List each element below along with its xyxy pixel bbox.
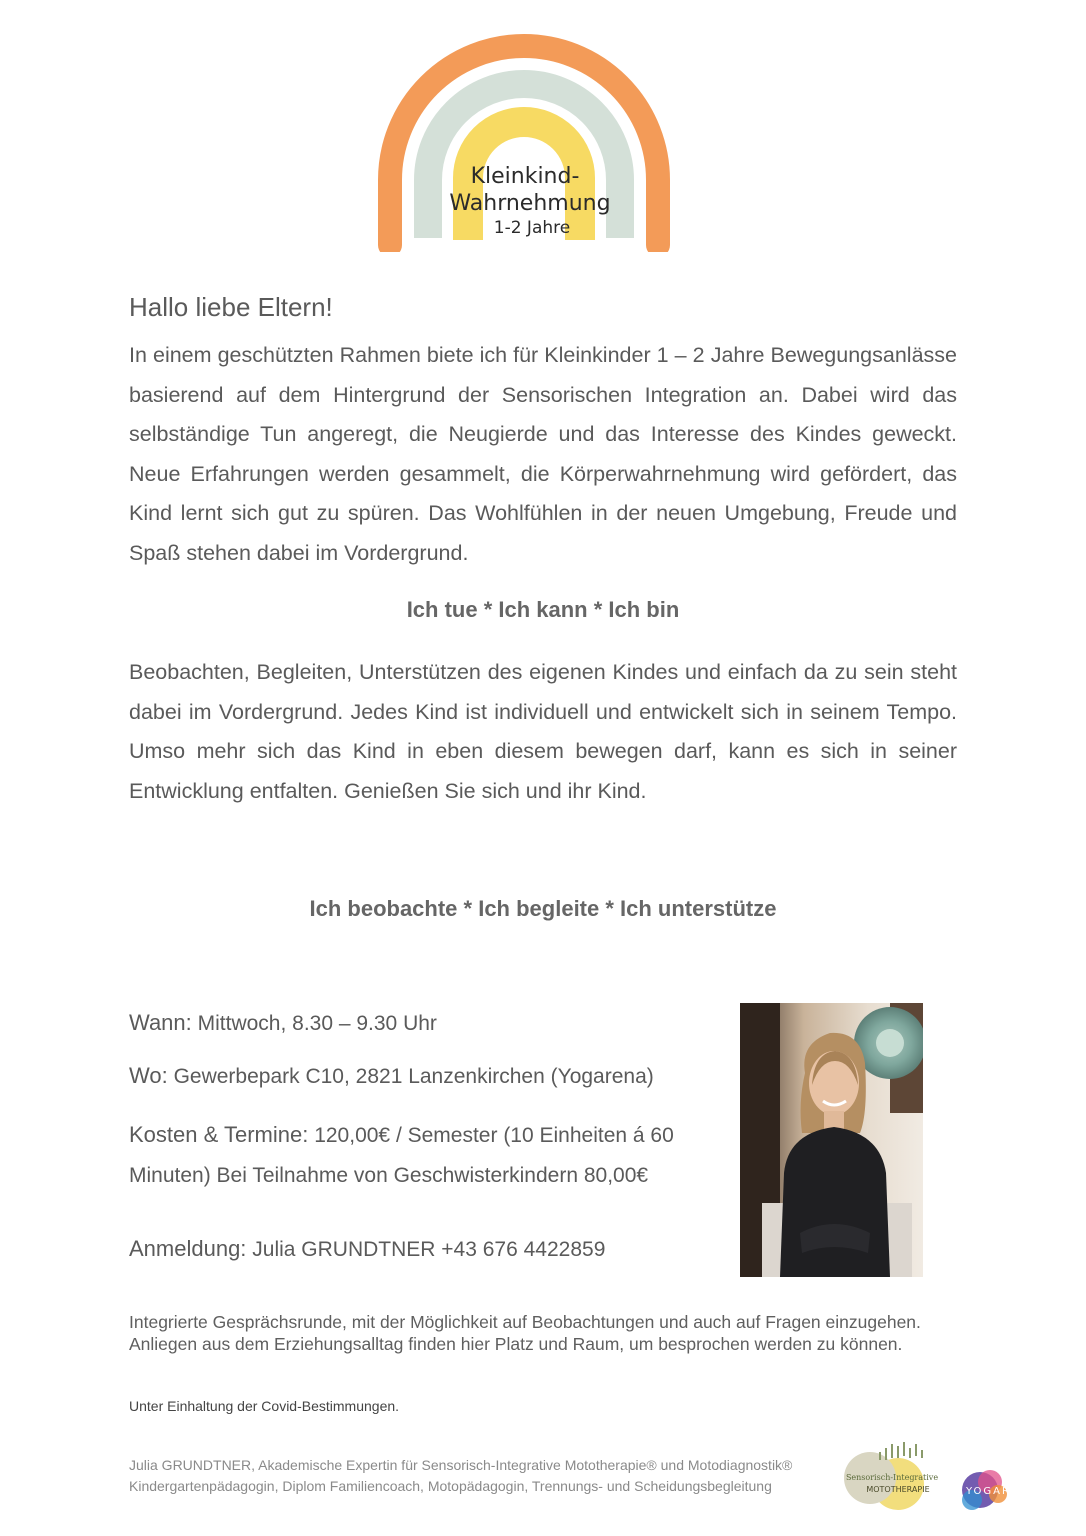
yoga-logo-text: YOGARENA bbox=[966, 1486, 1038, 1497]
when-label: Wann: bbox=[129, 1010, 192, 1035]
info-when bbox=[129, 1010, 437, 1036]
footer-line-2: Kindergartenpädagogin, Diplom Familiencoach, Motopädagogin, Trennungs- und Scheidungsbegleitung bbox=[129, 1478, 772, 1494]
greeting-heading: Hallo liebe Eltern! bbox=[129, 292, 333, 322]
motto-1: Ich tue * Ich kann * Ich bin bbox=[406, 597, 680, 622]
where-value: Gewerbepark C10, 2821 Lanzenkirchen (Yogarena) bbox=[173, 1065, 654, 1088]
logo-title-line1: Kleinkind- bbox=[470, 164, 580, 189]
info-cost bbox=[129, 1115, 719, 1196]
footer-line-1: Julia GRUNDTNER, Akademische Expertin für Sensorisch-Integrative Mototherapie® und Motodiagnostik® bbox=[129, 1457, 793, 1473]
cost-sibling-price: Bei Teilnahme von Geschwisterkindern 80,00€ bbox=[216, 1164, 649, 1187]
cost-value: 120,00€ / Semester (10 Einheiten á 60 Minuten) bbox=[129, 1124, 674, 1187]
rainbow-logo bbox=[372, 30, 677, 252]
registration-label: Anmeldung: bbox=[129, 1236, 247, 1261]
yogarena-logo bbox=[958, 1460, 1058, 1518]
logo-subtitle: 1-2 Jahre bbox=[493, 218, 571, 238]
where-label: Wo: bbox=[129, 1063, 168, 1088]
registration-contact: Julia GRUNDTNER +43 676 4422859 bbox=[252, 1238, 606, 1261]
second-paragraph: Beobachten, Begleiten, Unterstützen des eigenen Kindes und einfach da zu sein steht dabei im Vordergrund. Jedes Kind ist individuell und entwickelt sich in seinem Tempo. Umso mehr sich das Kind in eben diesem bewegen darf, kann es sich in seiner Entwicklung entfalten. Genießen Sie sich und ihr Kind. bbox=[129, 660, 957, 803]
footer-credits bbox=[129, 1455, 792, 1497]
intro-paragraph: In einem geschützten Rahmen biete ich für Kleinkinder 1 – 2 Jahre Bewegungsanlässe basierend auf dem Hintergrund der Sensorischen Integration an. Dabei wird das selbständige Tun angeregt, die Neugierde und das Interesse des Kindes geweckt. Neue Erfahrungen werden gesammelt, die Körperwahrnehmung wird gefördert, das Kind lernt sich gut zu spüren. Das Wohlfühlen in der neuen Umgebung, Freude und Spaß stehen dabei im Vordergrund. bbox=[129, 343, 957, 565]
moto-logo-line2: MOTOTHERAPIE bbox=[866, 1485, 930, 1494]
motto-2: Ich beobachte * Ich begleite * Ich unterstütze bbox=[309, 896, 777, 921]
covid-notice: Unter Einhaltung der Covid-Bestimmungen. bbox=[129, 1398, 400, 1414]
mototherapie-logo bbox=[840, 1440, 940, 1512]
info-where bbox=[129, 1063, 654, 1089]
portrait-photo bbox=[740, 1003, 923, 1277]
cost-label: Kosten & Termine: bbox=[129, 1122, 309, 1147]
moto-logo-line1: Sensorisch-Integrative bbox=[845, 1473, 939, 1482]
info-registration bbox=[129, 1236, 605, 1262]
when-value: Mittwoch, 8.30 – 9.30 Uhr bbox=[197, 1012, 437, 1035]
logo-title-line2: Wahrnehmung bbox=[449, 191, 611, 216]
note-paragraph: Integrierte Gesprächsrunde, mit der Möglichkeit auf Beobachtungen und auch auf Fragen einzugehen. Anliegen aus dem Erziehungsalltag finden hier Platz und Raum, um besprochen werden zu können. bbox=[129, 1312, 921, 1354]
